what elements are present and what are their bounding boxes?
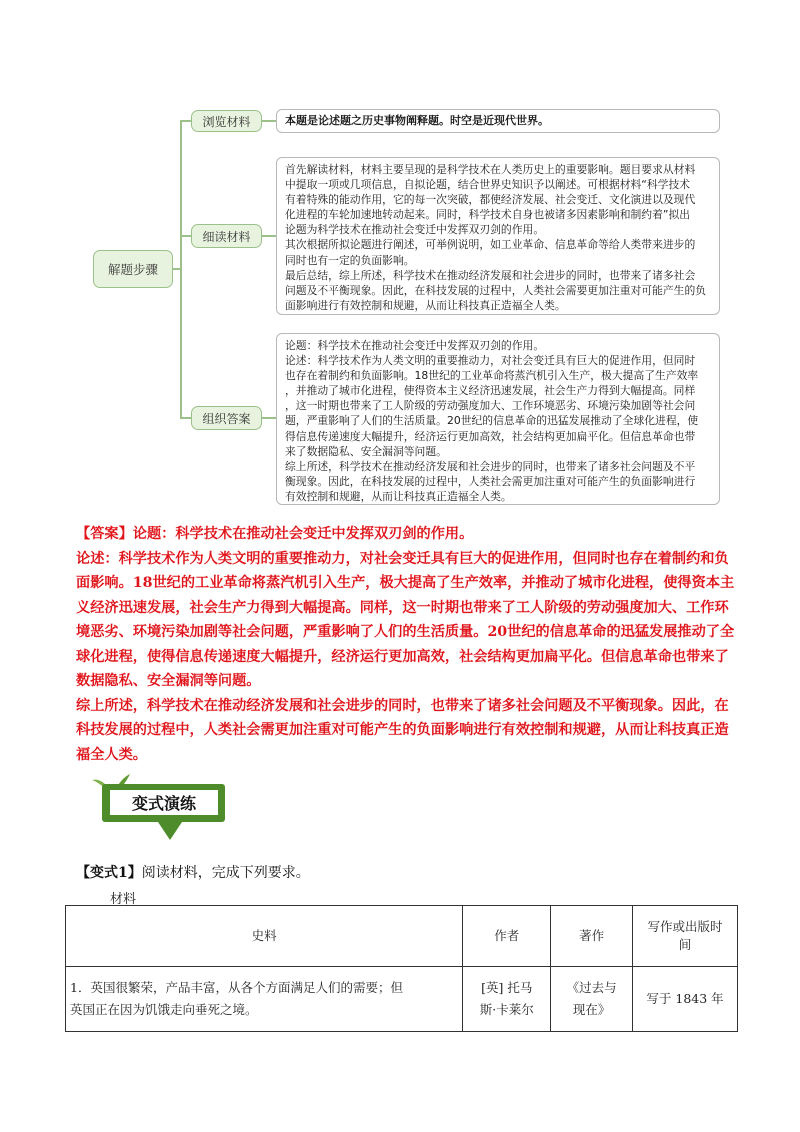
- box-line: 题，严重影响了人们的生活质量。20世纪的信息革命的迅猛发展推动了全球化进程，使: [285, 414, 699, 428]
- box-line: 也存在着制约和负面影响。18世纪的工业革命将蒸汽机引入生产，极大提高了生产效率: [285, 369, 699, 383]
- material-label: 材料: [110, 892, 137, 907]
- table-header-row: [66, 906, 738, 967]
- box-line: 论述：科学技术作为人类文明的重要推动力，对社会变迁具有巨大的促进作用，但同时: [285, 354, 696, 368]
- cell-line: 现在》: [572, 1002, 611, 1017]
- exercise-tag: 【变式1】: [76, 865, 142, 881]
- cell-author: [463, 967, 551, 1032]
- answer-line: 数据隐私、安全漏洞等问题。: [76, 673, 261, 689]
- section-banner: [90, 772, 230, 850]
- box-line: 中提取一项或几项信息，自拟论题，结合世界史知识予以阐述。可根据材料“科学技术: [285, 178, 691, 192]
- banner-frame: [102, 784, 225, 822]
- box-line: 综上所述，科学技术在推动经济发展和社会进步的同时，也带来了诸多社会问题及不平: [285, 459, 696, 473]
- box-line: 问题及不平衡现象。因此，在科技发展的过程中，人类社会需要更加注重对可能产生的负: [285, 283, 707, 297]
- answer-line: [76, 522, 740, 547]
- header-author: 作者: [463, 906, 551, 967]
- mindmap-box-organize: [276, 333, 720, 505]
- banner-title: 变式演练: [108, 788, 220, 817]
- box-line: 其次根据所拟论题进行阐述，可举例说明，如工业革命、信息革命等给人类带来进步的: [285, 238, 696, 252]
- box-line: 首先解读材料，材料主要呈现的是科学技术在人类历史上的重要影响。题目要求从材料: [285, 163, 696, 176]
- answer-line: 球化进程，使得信息传递速度大幅提升，经济运行更加高效，社会结构更加扁平化。但信息革命也带来了: [76, 648, 729, 665]
- exercise-title: [76, 862, 310, 882]
- box-line: 衡现象。因此，在科技发展的过程中，人类社会需更加注重对可能产生的负面影响进行: [285, 474, 696, 488]
- exercise-prompt: 阅读材料，完成下列要求。: [141, 865, 310, 881]
- header-date-line: 间: [678, 937, 692, 952]
- header-work: 著作: [551, 906, 633, 967]
- cell-line: [英] 托马: [481, 980, 533, 995]
- cell-line: 斯·卡莱尔: [479, 1002, 534, 1017]
- box-line: 论题：科学技术在推动社会变迁中发挥双刃剑的作用。: [285, 339, 545, 352]
- header-source: 史料: [66, 906, 463, 967]
- box-line: 有着特殊的能动作用，它的每一次突破，都使经济发展、社会变迁、文化演进以及现代: [285, 193, 696, 207]
- answer-line: 论述：科学技术作为人类文明的重要推动力，对社会变迁具有巨大的促进作用，但同时也存在着制约和负: [76, 550, 729, 567]
- connector-leaf-2: [262, 235, 276, 237]
- connector-trunk: [180, 120, 182, 418]
- box-line: 来了数据隐私、安全漏洞等问题。: [285, 444, 447, 458]
- box-line: 化进程的车轮加速地转动起来。同时，科学技术自身也被诸多因素影响和制约着”拟出: [285, 208, 691, 222]
- box-line: ，并推动了城市化进程，使得资本主义经济迅速发展，社会生产力得到大幅提高。同样: [285, 384, 696, 398]
- mindmap-box-read: [276, 157, 720, 315]
- mindmap-node-browse: 浏览材料: [191, 110, 262, 132]
- answer-tag: 【答案】: [76, 526, 133, 542]
- box-line: 最后总结，综上所述，科学技术在推动经济发展和社会进步的同时，也带来了诸多社会: [285, 268, 696, 282]
- box-line: 得信息传递速度大幅提升，经济运行更加高效，社会结构更加扁平化。但信息革命也带: [285, 429, 696, 443]
- answer-thesis: 论题：科学技术在推动社会变迁中发挥双刃剑的作用。: [132, 526, 474, 542]
- mindmap-node-organize: 组织答案: [191, 406, 262, 430]
- source-table: [65, 905, 738, 1032]
- table-row: [66, 967, 738, 1032]
- cell-source: [66, 967, 463, 1032]
- box-line: ，这一时期也带来了工人阶级的劳动强度加大、工作环境恶劣、环境污染加剧等社会问: [285, 399, 696, 413]
- box-line: 同时也有一定的负面影响。: [285, 253, 415, 267]
- mindmap-box-browse: [276, 109, 720, 133]
- header-date-line: 写作或出版时: [647, 919, 723, 934]
- cell-line: 英国正在因为饥饿走向垂死之境。: [70, 1002, 258, 1017]
- answer-line: 义经济迅速发展，社会生产力得到大幅提高。同样，这一时期也带来了工人阶级的劳动强度加大、工作环: [76, 599, 729, 616]
- answer-line: 面影响。18世纪的工业革命将蒸汽机引入生产，极大提高了生产效率，并推动了城市化进程，使得资本主: [76, 575, 735, 591]
- mindmap-node-read: 细读材料: [191, 224, 262, 248]
- header-date: [633, 906, 738, 967]
- cell-line: 1．英国很繁荣，产品丰富，从各个方面满足人们的需要；但: [70, 980, 403, 995]
- answer-line: 科技发展的过程中，人类社会需更加注重对可能产生的负面影响进行有效控制和规避，从而让科技真正造: [76, 722, 729, 738]
- cell-date: 写于 1843 年: [633, 967, 738, 1032]
- box-line: 论题为科学技术在推动社会变迁中发挥双刃剑的作用。: [285, 223, 545, 237]
- banner-tail: [158, 822, 182, 840]
- box-line: 本题是论述题之历史事物阐释题。时空是近现代世界。: [285, 114, 549, 127]
- connector-leaf-3: [262, 417, 276, 419]
- answer-line: 境恶劣、环境污染加剧等社会问题，严重影响了人们的生活质量。20世纪的信息革命的迅猛发展推动了全: [76, 624, 735, 640]
- cell-work: [551, 967, 633, 1032]
- answer-line: 综上所述，科学技术在推动经济发展和社会进步的同时，也带来了诸多社会问题及不平衡现象。因此，在: [76, 697, 729, 714]
- answer-block: [76, 522, 740, 767]
- box-line: 面影响进行有效控制和规避，从而让科技真正造福全人类。: [285, 298, 566, 312]
- mindmap-root-node: 解题步骤: [93, 250, 173, 288]
- answer-line: 福全人类。: [76, 746, 147, 763]
- connector-leaf-1: [262, 120, 276, 122]
- cell-line: 《过去与: [566, 980, 617, 995]
- box-line: 有效控制和规避，从而让科技真正造福全人类。: [285, 489, 512, 503]
